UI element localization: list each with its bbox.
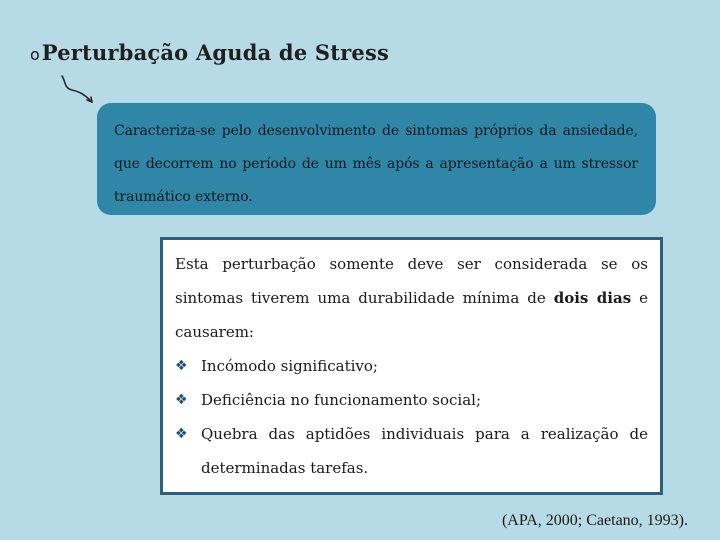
slide-title: Perturbação Aguda de Stress — [41, 40, 390, 65]
definition-box — [97, 103, 656, 215]
conditions-list — [175, 349, 648, 485]
diamond-bullet-icon: ❖ — [175, 358, 188, 374]
detail-intro-end: e causarem: — [175, 289, 648, 341]
curved-arrow-icon — [58, 72, 102, 106]
diamond-bullet-icon: ❖ — [175, 392, 188, 408]
condition-text: Deficiência no funcionamento social; — [201, 391, 482, 409]
diamond-bullet-icon: ❖ — [175, 426, 188, 442]
definition-text: Caracteriza-se pelo desenvolvimento de sintomas próprios da ansiedade, que decorrem no período de um mês após a apresentação a um stressor traumático externo. — [114, 123, 638, 205]
citation: (APA, 2000; Caetano, 1993). — [501, 512, 688, 529]
detail-box — [160, 237, 663, 495]
detail-intro — [175, 247, 648, 349]
list-item — [175, 417, 648, 485]
list-item — [175, 349, 648, 383]
detail-intro-text: Esta perturbação somente deve ser considerada se os sintomas tiverem uma durabilidade mínima de — [175, 255, 648, 307]
list-item — [175, 383, 648, 417]
detail-intro-emphasis: dois dias — [553, 289, 632, 307]
condition-text: Incómodo significativo; — [201, 357, 378, 375]
slide-title-row — [30, 40, 389, 65]
condition-text: Quebra das aptidões individuais para a realização de determinadas tarefas. — [201, 425, 648, 477]
circle-bullet-icon: o — [30, 45, 40, 64]
